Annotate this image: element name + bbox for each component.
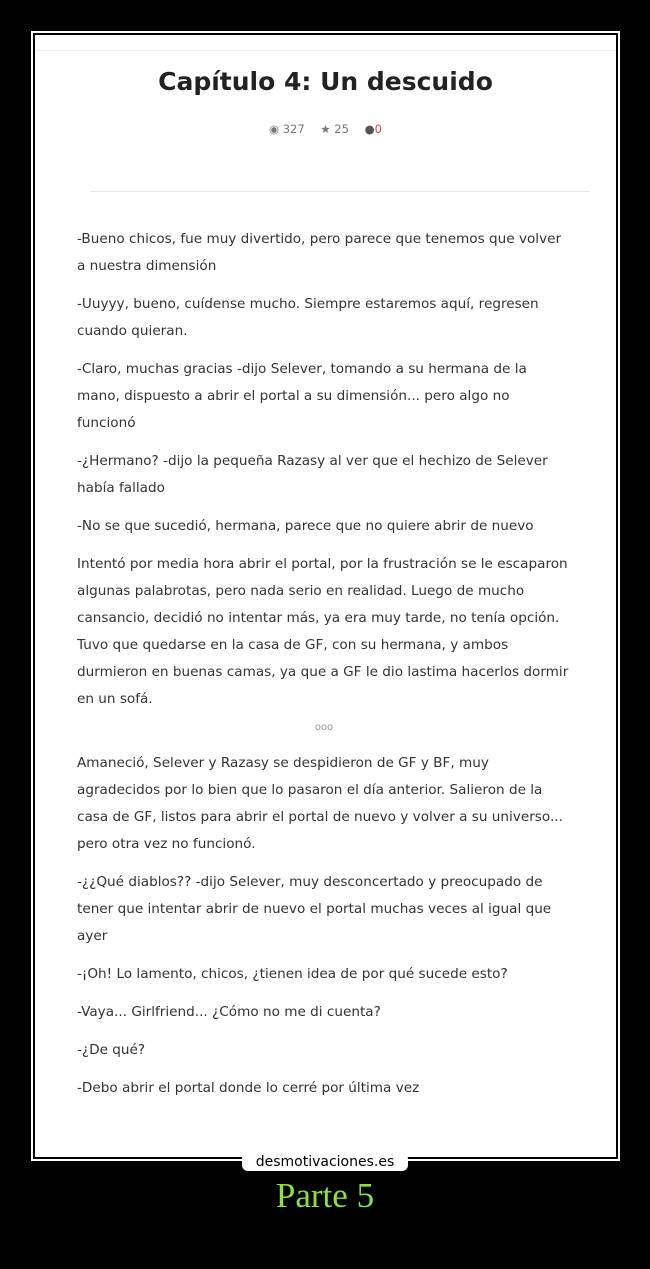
paragraph: -Uuyyy, bueno, cuídense mucho. Siempre estaremos aquí, regresen cuando quieran. [77, 296, 539, 339]
paragraph: -¿Hermano? -dijo la pequeña Razasy al ver que el hechizo de Selever había fallado [77, 453, 548, 496]
poster-caption: Parte 5 [275, 1176, 375, 1215]
paragraph: -Vaya... Girlfriend... ¿Cómo no me di cuenta? [77, 1004, 381, 1020]
stars-stat: ★ 25 [320, 122, 349, 136]
divider [90, 191, 590, 192]
poster-frame [31, 31, 620, 1161]
paragraph: -Debo abrir el portal donde lo cerré por última vez [77, 1080, 420, 1096]
paragraph: Amaneció, Selever y Razasy se despidieron de GF y BF, muy agradecidos por lo bien que lo pasaron el día anterior. Salieron de la casa de GF, listos para abrir el portal de nuevo y volver a su universo... pero otra vez no funcionó. [77, 755, 563, 852]
comment-icon: ● [364, 122, 375, 136]
comments-stat[interactable]: ●0 [364, 122, 382, 136]
chapter-title: Capítulo 4: Un descuido [158, 67, 493, 96]
paragraph: -Claro, muchas gracias -dijo Selever, tomando a su hermana de la mano, dispuesto a abrir el portal a su dimensión... pero algo no funcionó [77, 361, 527, 431]
paragraph: -¿De qué? [77, 1042, 146, 1058]
views-stat: ◉ 327 [269, 122, 305, 136]
eye-icon: ◉ [269, 122, 280, 136]
paragraph: -Bueno chicos, fue muy divertido, pero parece que tenemos que volver a nuestra dimensión [77, 231, 562, 274]
story-page [35, 35, 616, 1157]
chapter-stats [35, 122, 616, 136]
section-separator: ooo [314, 722, 334, 733]
divider [35, 50, 616, 51]
paragraph: -¿¿Qué diablos?? -dijo Selever, muy desconcertado y preocupado de tener que intentar abrir de nuevo el portal muchas veces al igual que ayer [77, 874, 552, 944]
watermark: desmotivaciones.es [0, 1151, 650, 1171]
paragraph: Intentó por media hora abrir el portal, por la frustración se le escaparon algunas palabrotas, pero nada serio en realidad. Luego de mucho cansancio, decidió no intentar más, ya era muy tarde, no tenía opción. Tuvo que quedarse en la casa de GF, con su hermana, y ambos durmieron en buenas camas, ya que a GF le dio lastima hacerlos dormir en un sofá. [77, 556, 569, 707]
paragraph: -¡Oh! Lo lamento, chicos, ¿tienen idea de por qué sucede esto? [77, 966, 508, 982]
paragraph: -No se que sucedió, hermana, parece que no quiere abrir de nuevo [77, 518, 534, 534]
chapter-body [77, 226, 571, 1113]
star-icon: ★ [320, 122, 331, 136]
